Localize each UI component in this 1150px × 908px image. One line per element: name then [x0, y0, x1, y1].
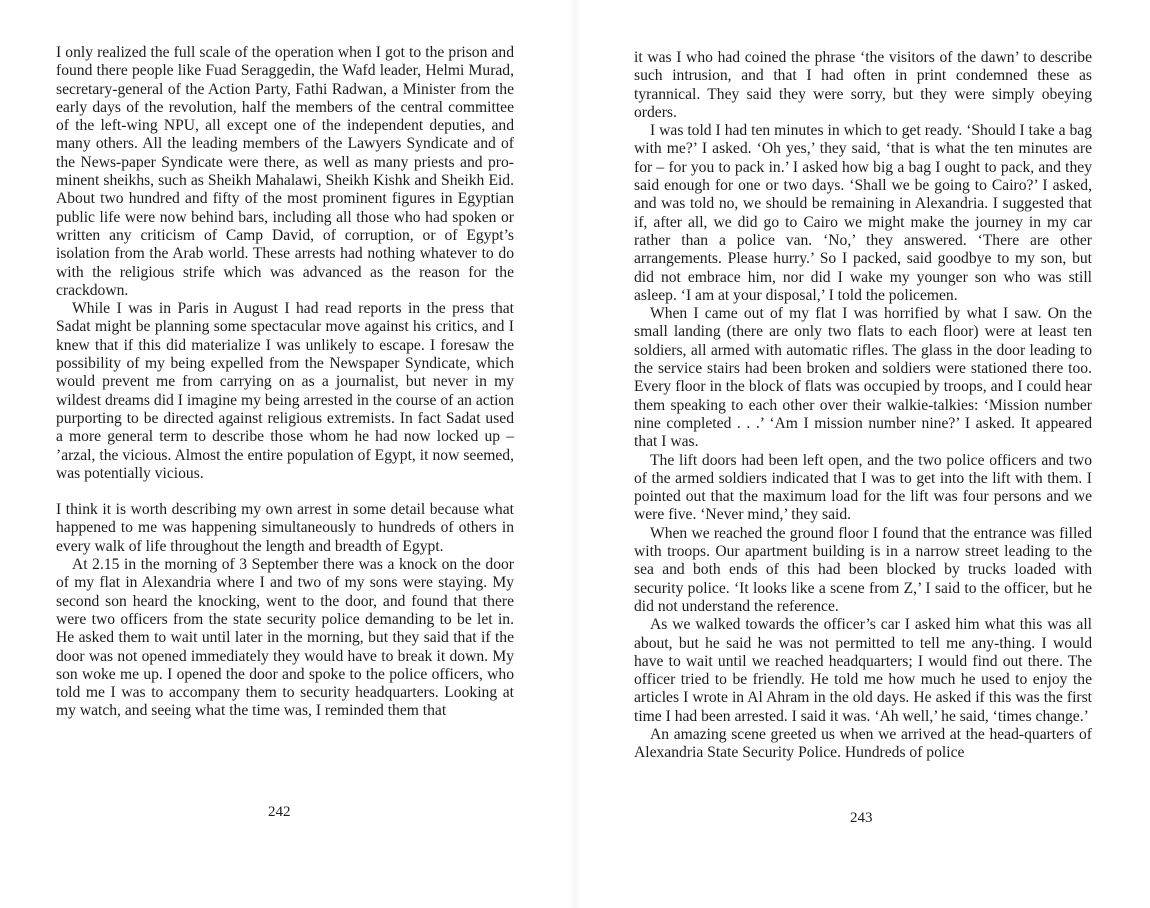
paragraph: When I came out of my flat I was horrified by what I saw. On the small landing (there are only two flats to each floor) were at least ten soldiers, all armed with automatic rifles. The glass in the door leading to the service stairs had been broken and soldiers were stationed there too. Every floor in the block of flats was occupied by troops, and I could hear them speaking to each other over their walkie-talkies: ‘Mission number nine completed . . .’ ‘Am I mission number nine?’ I asked. It appeared that I was. — [634, 305, 1092, 451]
right-page-text — [634, 49, 1092, 763]
paragraph: I think it is worth describing my own arrest in some detail because what happened to me was happening simultaneously to hundreds of others in every walk of life throughout the length and breadth of Egypt. — [56, 501, 514, 555]
paragraph: When we reached the ground floor I found that the entrance was filled with troops. Our apartment building is in a narrow street leading to the sea and both ends of this had been blocked by trucks loaded with security police. ‘It looks like a scene from Z,’ I said to the officer, but he did not understand the reference. — [634, 524, 1092, 615]
paragraph: I only realized the full scale of the operation when I got to the prison and found there people like Fuad Seraggedin, the Wafd leader, Helmi Murad, secretary-general of the Action Party, Fathi Radwan, a Minister from the early days of the revolution, half the members of the central committee of the left-wing NPU, all except one of the independent deputies, and many others. All the leading members of the Lawyers Syndicate and of the News-paper Syndicate were there, as well as many priests and pro-minent sheikhs, such as Sheikh Mahalawi, Sheikh Kishk and Sheikh Eid. About two hundred and fifty of the most prominent figures in Egyptian public life were now behind bars, including all those who had spoken or written any criticism of Camp David, of corruption, or of Egypt’s isolation from the Arab world. These arrests had nothing whatever to do with the religious strife which was advanced as the reason for the crackdown. — [56, 44, 514, 299]
paragraph: At 2.15 in the morning of 3 September there was a knock on the door of my flat in Alexandria where I and two of my sons were staying. My second son heard the knocking, went to the door, and found that there were two officers from the state security police demanding to be let in. He asked them to wait until later in the morning, but they said that if the door was not opened immediately they would have to break it down. My son woke me up. I opened the door and spoke to the police officers, who told me I was to accompany them to security headquarters. Looking at my watch, and seeing what the time was, I reminded them that — [56, 556, 514, 720]
paragraph: I was told I had ten minutes in which to get ready. ‘Should I take a bag with me?’ I asked. ‘Oh yes,’ they said, ‘that is what the ten minutes are for – for you to pack in.’ I asked how big a bag I ought to pack, and they said enough for one or two days. ‘Shall we be going to Cairo?’ I asked, and was told no, we should be remaining in Alexandria. I suggested that if, after all, we did go to Cairo we might make the journey in my car rather than a police van. ‘No,’ they answered. ‘There are other arrangements. Please hurry.’ So I packed, said goodbye to my son, but did not embrace him, nor did I wake my younger son who was still asleep. ‘I am at your disposal,’ I told the policemen. — [634, 122, 1092, 304]
paragraph: The lift doors had been left open, and the two police officers and two of the armed soldiers indicated that I was to get into the lift with them. I pointed out that the maximum load for the lift was four persons and we were five. ‘Never mind,’ they said. — [634, 451, 1092, 524]
paragraph: While I was in Paris in August I had read reports in the press that Sadat might be planning some spectacular move against his critics, and I knew that if this did materialize I was unlikely to escape. I foresaw the possibility of my being expelled from the Newspaper Syndicate, which would prevent me from carrying on as a journalist, but never in my wildest dreams did I imagine my being arrested in the course of an action purporting to be directed against religious extremists. In fact Sadat used a more general term to describe those whom he had now locked up – ’arzal, the vicious. Almost the entire population of Egypt, it now seemed, was potentially vicious. — [56, 300, 514, 482]
page-number: 243 — [850, 810, 873, 826]
page-number: 242 — [268, 804, 291, 820]
paragraph: it was I who had coined the phrase ‘the visitors of the dawn’ to describe such intrusion, and that I had often in print condemned these as tyrannical. They said they were sorry, but they were simply obeying orders. — [634, 49, 1092, 121]
paragraph: As we walked towards the officer’s car I asked him what this was all about, but he said he was not permitted to tell me any-thing. I would have to wait until we reached headquarters; I would find out there. The officer tried to be friendly. He told me how much he used to enjoy the articles I wrote in Al Ahram in the old days. He asked if this was the first time I had been arrested. I said it was. ‘Ah well,’ he said, ‘times change.’ — [634, 616, 1092, 725]
left-page-text — [56, 44, 514, 721]
right-page — [575, 0, 1150, 908]
paragraph: An amazing scene greeted us when we arrived at the head-quarters of Alexandria State Security Police. Hundreds of police — [634, 725, 1092, 762]
